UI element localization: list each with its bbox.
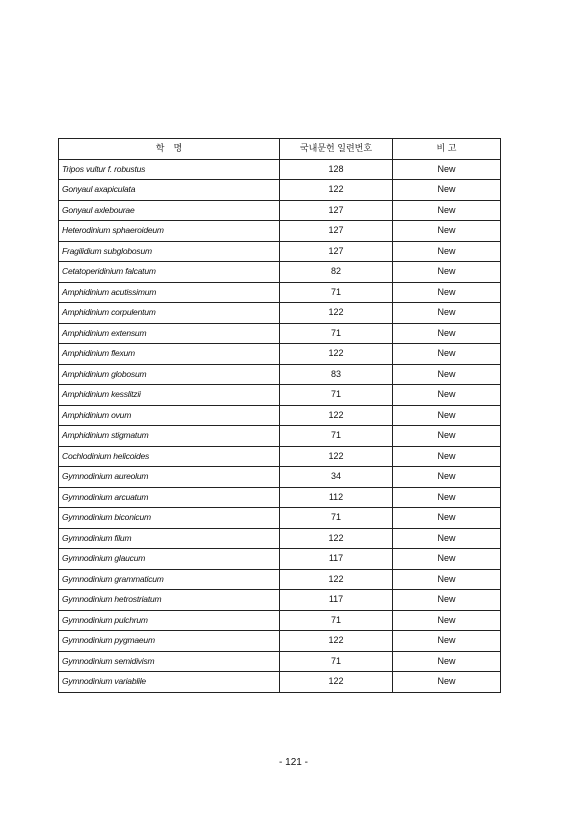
- remarks-cell: New: [393, 528, 501, 549]
- page-number: - 121 -: [279, 757, 308, 768]
- species-name-cell: Amphidinium ovum: [59, 405, 280, 426]
- table-row: [59, 549, 501, 570]
- reference-number-cell: 71: [280, 323, 393, 344]
- reference-number-cell: 117: [280, 590, 393, 611]
- table-row: [59, 364, 501, 385]
- species-name-cell: Gymnodinium semidivism: [59, 651, 280, 672]
- header-reference-number: 국내문헌 일련번호: [280, 139, 393, 160]
- table-row: [59, 221, 501, 242]
- table-row: [59, 241, 501, 262]
- reference-number-cell: 122: [280, 344, 393, 365]
- table-body: [59, 159, 501, 692]
- reference-number-cell: 127: [280, 221, 393, 242]
- remarks-cell: New: [393, 631, 501, 652]
- reference-number-cell: 71: [280, 426, 393, 447]
- remarks-cell: New: [393, 487, 501, 508]
- remarks-cell: New: [393, 262, 501, 283]
- remarks-cell: New: [393, 508, 501, 529]
- table-row: [59, 426, 501, 447]
- remarks-cell: New: [393, 282, 501, 303]
- remarks-cell: New: [393, 221, 501, 242]
- remarks-cell: New: [393, 385, 501, 406]
- species-name-cell: Gymnodinium pygmaeum: [59, 631, 280, 652]
- table-row: [59, 303, 501, 324]
- reference-number-cell: 117: [280, 549, 393, 570]
- table-row: [59, 446, 501, 467]
- table-row: [59, 180, 501, 201]
- header-row: [59, 139, 501, 160]
- reference-number-cell: 122: [280, 528, 393, 549]
- remarks-cell: New: [393, 159, 501, 180]
- species-name-cell: Amphidinium extensum: [59, 323, 280, 344]
- table-header: [59, 139, 501, 160]
- species-name-cell: Cochlodinium helicoides: [59, 446, 280, 467]
- reference-number-cell: 71: [280, 610, 393, 631]
- table-row: [59, 569, 501, 590]
- reference-number-cell: 127: [280, 241, 393, 262]
- table-row: [59, 200, 501, 221]
- header-scientific-name: 학 명: [59, 139, 280, 160]
- header-remarks: 비 고: [393, 139, 501, 160]
- species-name-cell: Gymnodinium arcuatum: [59, 487, 280, 508]
- reference-number-cell: 34: [280, 467, 393, 488]
- species-name-cell: Gymnodinium variablile: [59, 672, 280, 693]
- remarks-cell: New: [393, 241, 501, 262]
- reference-number-cell: 122: [280, 569, 393, 590]
- species-name-cell: Gymnodinium biconicum: [59, 508, 280, 529]
- reference-number-cell: 83: [280, 364, 393, 385]
- reference-number-cell: 122: [280, 405, 393, 426]
- species-name-cell: Amphidinium acutissimum: [59, 282, 280, 303]
- species-table: [58, 138, 501, 693]
- species-name-cell: Amphidinium corpulentum: [59, 303, 280, 324]
- reference-number-cell: 71: [280, 385, 393, 406]
- reference-number-cell: 122: [280, 303, 393, 324]
- table-row: [59, 590, 501, 611]
- species-name-cell: Gymnodinium glaucum: [59, 549, 280, 570]
- species-name-cell: Fragilidium subglobosum: [59, 241, 280, 262]
- species-name-cell: Gymnodinium hetrostriatum: [59, 590, 280, 611]
- species-name-cell: Cetatoperidinium falcatum: [59, 262, 280, 283]
- table-row: [59, 344, 501, 365]
- table-row: [59, 631, 501, 652]
- species-name-cell: Gymnodinium pulchrum: [59, 610, 280, 631]
- species-name-cell: Gonyaul axapiculata: [59, 180, 280, 201]
- species-name-cell: Gymnodinium grammaticum: [59, 569, 280, 590]
- reference-number-cell: 71: [280, 508, 393, 529]
- species-name-cell: Amphidinium globosum: [59, 364, 280, 385]
- species-name-cell: Gymnodinium filum: [59, 528, 280, 549]
- table-row: [59, 323, 501, 344]
- reference-number-cell: 122: [280, 446, 393, 467]
- table-row: [59, 282, 501, 303]
- species-name-cell: Tripos vultur f. robustus: [59, 159, 280, 180]
- remarks-cell: New: [393, 446, 501, 467]
- species-name-cell: Amphidinium kesslitzii: [59, 385, 280, 406]
- remarks-cell: New: [393, 549, 501, 570]
- species-name-cell: Heterodinium sphaeroideum: [59, 221, 280, 242]
- remarks-cell: New: [393, 303, 501, 324]
- reference-number-cell: 82: [280, 262, 393, 283]
- table-row: [59, 651, 501, 672]
- remarks-cell: New: [393, 651, 501, 672]
- table-row: [59, 385, 501, 406]
- reference-number-cell: 127: [280, 200, 393, 221]
- remarks-cell: New: [393, 672, 501, 693]
- table-row: [59, 672, 501, 693]
- species-name-cell: Gonyaul axlebourae: [59, 200, 280, 221]
- remarks-cell: New: [393, 344, 501, 365]
- remarks-cell: New: [393, 180, 501, 201]
- table-row: [59, 610, 501, 631]
- species-name-cell: Amphidinium stigmatum: [59, 426, 280, 447]
- remarks-cell: New: [393, 569, 501, 590]
- remarks-cell: New: [393, 323, 501, 344]
- table-row: [59, 262, 501, 283]
- remarks-cell: New: [393, 426, 501, 447]
- remarks-cell: New: [393, 200, 501, 221]
- reference-number-cell: 122: [280, 631, 393, 652]
- table-row: [59, 528, 501, 549]
- species-name-cell: Gymnodinium aureolum: [59, 467, 280, 488]
- reference-number-cell: 128: [280, 159, 393, 180]
- table-row: [59, 467, 501, 488]
- remarks-cell: New: [393, 610, 501, 631]
- reference-number-cell: 71: [280, 282, 393, 303]
- table-row: [59, 405, 501, 426]
- reference-number-cell: 112: [280, 487, 393, 508]
- remarks-cell: New: [393, 590, 501, 611]
- table-row: [59, 487, 501, 508]
- remarks-cell: New: [393, 467, 501, 488]
- reference-number-cell: 122: [280, 180, 393, 201]
- reference-number-cell: 71: [280, 651, 393, 672]
- table-row: [59, 508, 501, 529]
- reference-number-cell: 122: [280, 672, 393, 693]
- remarks-cell: New: [393, 405, 501, 426]
- table-row: [59, 159, 501, 180]
- species-name-cell: Amphidinium flexum: [59, 344, 280, 365]
- remarks-cell: New: [393, 364, 501, 385]
